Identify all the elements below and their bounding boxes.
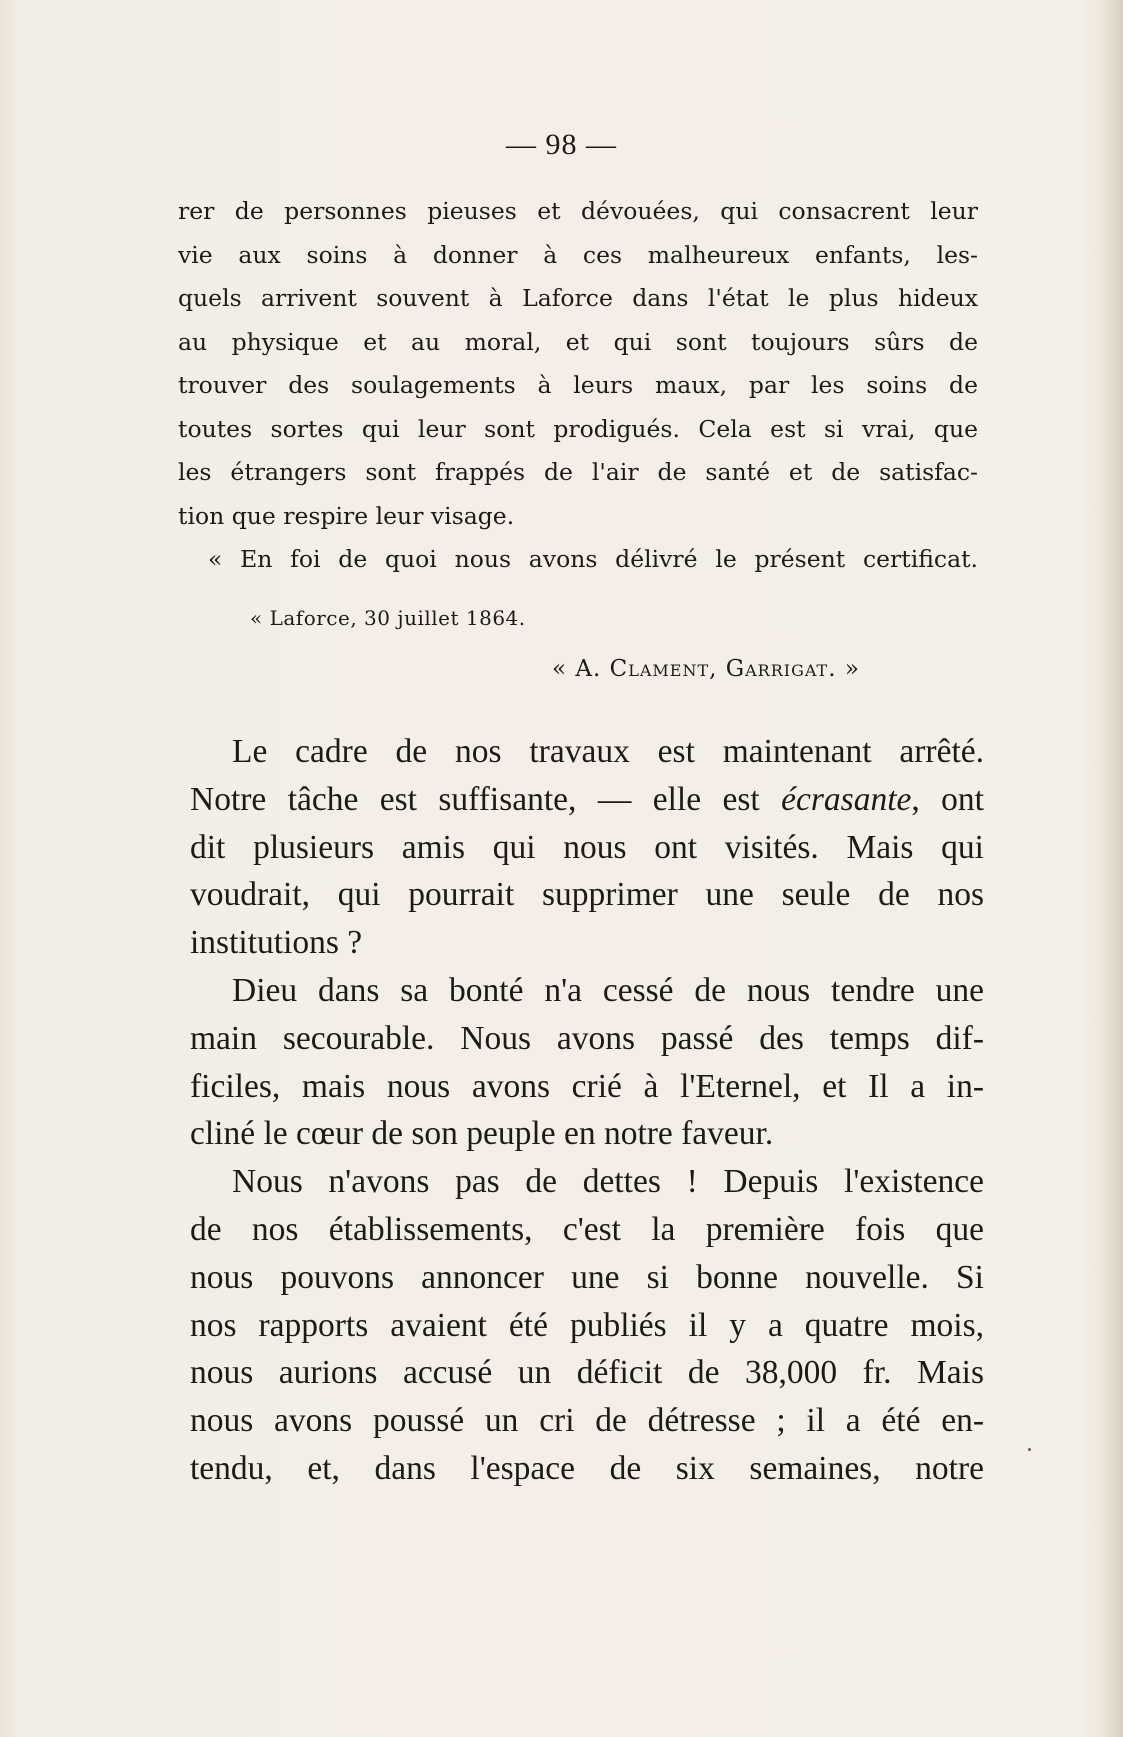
paragraph-line: nous pouvons annoncer une si bonne nouvelle. Si [190,1258,984,1296]
paragraph-line: Le cadre de nos travaux est maintenant arrêté. [232,733,984,770]
paragraph-line: nos rapports avaient été publiés il y a quatre mois, [190,1306,984,1344]
paragraph-line: Nous n'avons pas de dettes ! Depuis l'existence [232,1163,984,1201]
page-number: — 98 — [506,128,617,161]
certificate-line: trouver des soulagements à leurs maux, par les soins de [178,371,978,399]
certificate-text [178,190,978,582]
paragraph-line: tendu, et, dans l'espace de six semaines, notre [190,1449,984,1487]
ink-speck [1028,1448,1031,1451]
certificate-line: quels arrivent souvent à Laforce dans l'état le plus hideux [178,284,978,312]
paragraph-line: Notre tâche est suffisante, — elle est écrasante, ont [190,780,984,818]
certificate-line: tion que respire leur visage. [178,501,515,530]
paragraph-line: nous avons poussé un cri de détresse ; il a été en- [190,1402,984,1440]
certificate-line: rer de personnes pieuses et dévouées, qui consacrent leur [178,197,978,225]
certificate-line: les étrangers sont frappés de l'air de santé et de satisfac- [178,458,978,486]
paragraph-line: voudrait, qui pourrait supprimer une seule de nos [190,876,984,914]
body-text [190,728,984,1493]
paragraph-line: ficiles, mais nous avons crié à l'Eternel, et Il a in- [190,1067,984,1105]
certificate-signature: « A. Clament, Garrigat. » [552,656,860,682]
paragraph-line: de nos établissements, c'est la première fois que [190,1210,984,1248]
certificate-date: « Laforce, 30 juillet 1864. [250,606,526,630]
italic-word: écrasante [781,780,912,818]
page-edge-shadow [1101,0,1123,1737]
paragraph-line: cliné le cœur de son peuple en notre faveur. [190,1115,774,1153]
certificate-closing-line: « En foi de quoi nous avons délivré le présent certificat. [208,545,978,573]
certificate-line: toutes sortes qui leur sont prodigués. Cela est si vrai, que [178,414,978,443]
paragraph-line: nous aurions accusé un déficit de 38,000 fr. Mais [190,1354,984,1392]
certificate-line: au physique et au moral, et qui sont toujours sûrs de [178,327,978,356]
paragraph-line: institutions ? [190,924,363,962]
paragraph-line: main secourable. Nous avons passé des temps dif- [190,1019,984,1057]
paragraph-line: dit plusieurs amis qui nous ont visités. Mais qui [190,828,984,866]
paragraph-line: Dieu dans sa bonté n'a cessé de nous tendre une [232,971,984,1009]
certificate-line: vie aux soins à donner à ces malheureux enfants, les- [178,240,978,269]
